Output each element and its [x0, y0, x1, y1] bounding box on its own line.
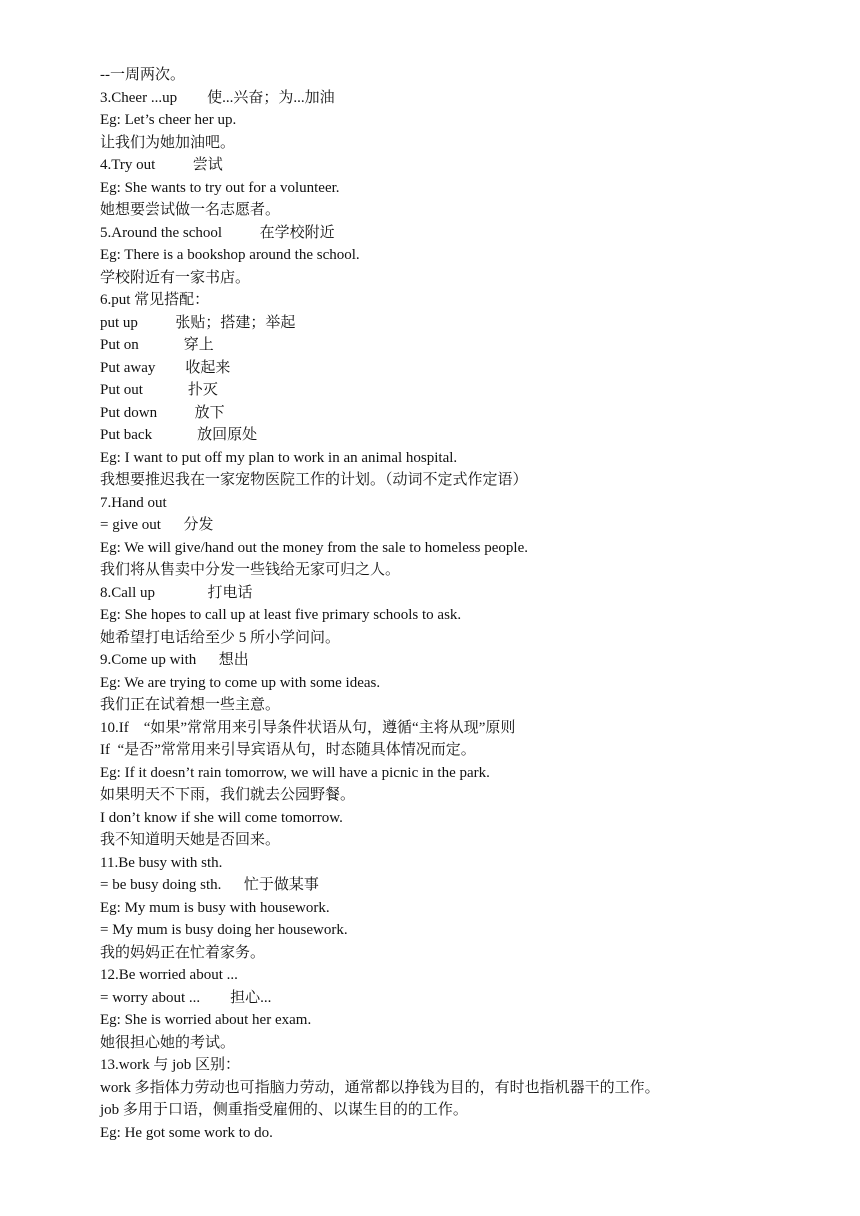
text-line: Eg: If it doesn’t rain tomorrow, we will have a picnic in the park.	[100, 764, 490, 781]
text-line: = worry about ... 担心...	[100, 989, 272, 1006]
text-line: Eg: We will give/hand out the money from the sale to homeless people.	[100, 539, 529, 556]
text-line: Eg: Let’s cheer her up.	[100, 112, 237, 128]
text-line: Put away 收起来	[100, 359, 231, 376]
text-line: 6.put 常见搭配：	[100, 292, 210, 308]
text-line: 4.Try out 尝试	[100, 157, 223, 173]
text-line: Eg: There is a bookshop around the school.	[100, 247, 360, 263]
text-line: 12.Be worried about ...	[100, 967, 238, 983]
text-line: 她很担心她的考试。	[100, 1034, 236, 1051]
text-line: 8.Call up 打电话	[100, 584, 253, 601]
text-line: 我们将从售卖中分发一些钱给无家可归之人。	[100, 562, 401, 578]
text-line: 她想要尝试做一名志愿者。	[100, 202, 281, 218]
text-line: 9.Come up with 想出	[100, 652, 249, 668]
text-line: 她希望打电话给至少 5 所小学问问。	[100, 629, 341, 646]
text-line: I don’t know if she will come tomorrow.	[100, 809, 343, 826]
text-line: Eg: I want to put off my plan to work in an animal hospital.	[100, 449, 458, 466]
text-line: 学校附近有一家书店。	[100, 269, 251, 286]
text-line: put up 张贴；搭建；举起	[100, 314, 296, 331]
text-line: = be busy doing sth. 忙于做某事	[100, 877, 319, 893]
text-line: 7.Hand out	[100, 494, 167, 511]
text-line: Eg: My mum is busy with housework.	[100, 899, 330, 916]
text-line: = My mum is busy doing her housework.	[100, 922, 348, 938]
text-line: 10.If “如果”常常用来引导条件状语从句，遵循“主将从现”原则	[100, 719, 516, 736]
text-line: 如果明天不下雨，我们就去公园野餐。	[100, 787, 356, 803]
text-line: 我想要推迟我在一家宠物医院工作的计划。（动词不定式作定语）	[100, 472, 528, 488]
text-line: 让我们为她加油吧。	[100, 134, 236, 151]
text-line: Put back 放回原处	[100, 427, 258, 443]
text-line: 我的妈妈正在忙着家务。	[100, 944, 266, 961]
text-line: 3.Cheer ...up 使...兴奋；为...加油	[100, 89, 335, 106]
text-line: Eg: We are trying to come up with some ideas.	[100, 674, 381, 691]
document-page	[100, 64, 820, 1144]
text-line: = give out 分发	[100, 517, 214, 533]
text-line: 我们正在试着想一些主意。	[100, 697, 281, 713]
text-line: Put out 扑灭	[100, 382, 218, 398]
text-line: Eg: She hopes to call up at least five primary schools to ask.	[100, 607, 462, 623]
text-line: job 多用于口语，侧重指受雇佣的、以谋生目的的工作。	[100, 1102, 468, 1118]
text-line: 11.Be busy with sth.	[100, 854, 223, 871]
text-line: Eg: He got some work to do.	[100, 1124, 273, 1141]
text-line: 我不知道明天她是否回来。	[100, 832, 281, 848]
text-line: Put down 放下	[100, 404, 225, 421]
text-line: 13.work 与 job 区别：	[100, 1057, 240, 1073]
text-line: 5.Around the school 在学校附近	[100, 224, 335, 241]
text-line: --一周两次。	[100, 67, 185, 83]
text-line: Put on 穿上	[100, 337, 214, 353]
text-line: Eg: She wants to try out for a volunteer.	[100, 179, 340, 196]
text-line: Eg: She is worried about her exam.	[100, 1012, 312, 1028]
text-line: work 多指体力劳动也可指脑力劳动，通常都以挣钱为目的，有时也指机器干的工作。	[100, 1079, 660, 1096]
text-line: If “是否”常常用来引导宾语从句，时态随具体情况而定。	[100, 742, 476, 758]
